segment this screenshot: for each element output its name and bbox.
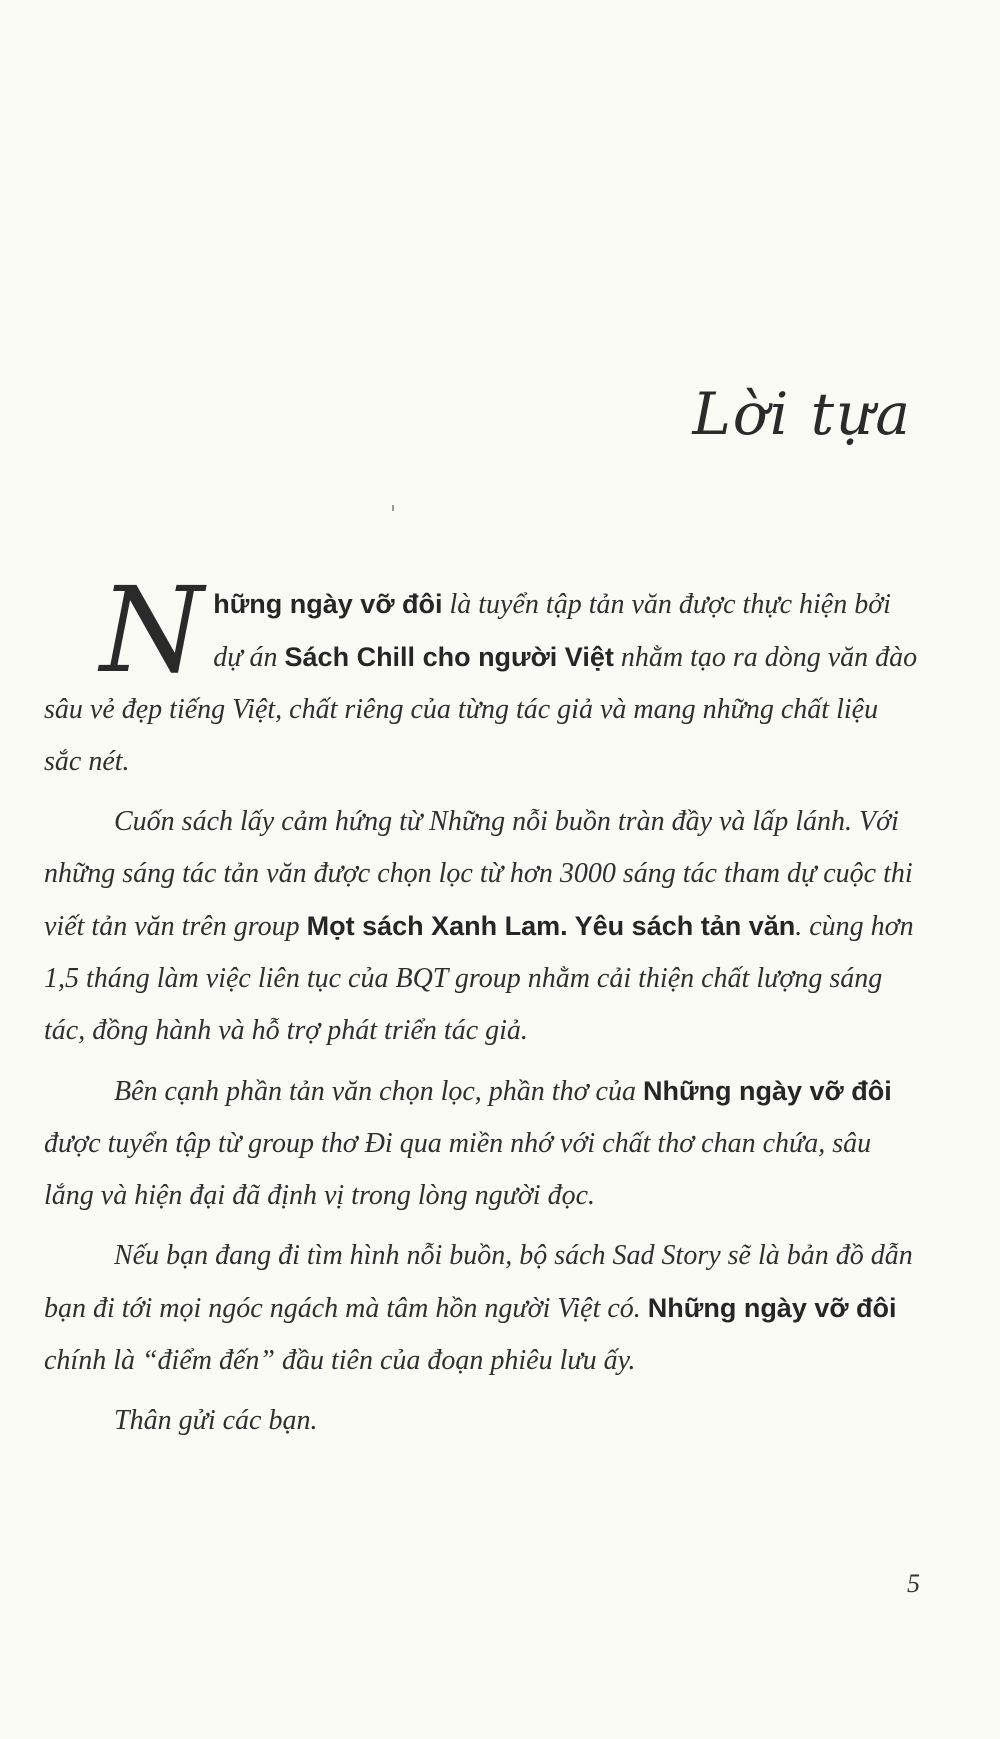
paragraph-4-text-1: Nếu bạn đang đi tìm hình nỗi buồn, bộ sách Sad Story sẽ là bản đồ dẫn bạn đi tới mọi ngóc ngách mà tâm hồn người Việt có.	[44, 1240, 913, 1324]
paragraph-1-text-1: là tuyển tập tản văn được thực hiện bởi dự án	[213, 589, 891, 673]
paragraph-4-text-2: chính là “điểm đến” đầu tiên của đoạn phiêu lưu ấy.	[44, 1345, 636, 1376]
group-name-bold: Mọt sách Xanh Lam. Yêu sách tản văn	[306, 911, 796, 941]
paragraph-4	[44, 1230, 920, 1387]
page-title: Lời tựa	[692, 380, 912, 448]
drop-cap: N	[100, 561, 204, 699]
project-name-bold: Sách Chill cho người Việt	[284, 642, 614, 672]
paragraph-2-text-1: Cuốn sách lấy cảm hứng từ Những nỗi buồn tràn đầy và lấp lánh. Với những sáng tác tản văn được chọn lọc từ hơn 3000 sáng tác tham dự cuộc thi viết tản văn trên group	[44, 806, 913, 942]
print-speck	[392, 505, 394, 511]
preface-body	[44, 561, 920, 1455]
paragraph-2-text-2: . cùng hơn 1,5 tháng làm việc liên tục của BQT group nhằm cải thiện chất lượng sáng tác, đồng hành và hỗ trợ phát triển tác giả.	[44, 911, 914, 1046]
paragraph-1	[44, 561, 920, 788]
book-title-bold-3: Những ngày vỡ đôi	[647, 1293, 897, 1323]
paragraph-5-closing: Thân gửi các bạn.	[114, 1405, 318, 1436]
page-number: 5	[907, 1569, 920, 1598]
book-title-bold-2: Những ngày vỡ đôi	[642, 1076, 892, 1106]
paragraph-1-text-2: nhằm tạo ra dòng văn đào sâu vẻ đẹp tiếng Việt, chất riêng của từng tác giả và mang những chất liệu sắc nét.	[44, 642, 918, 777]
paragraph-3-text-1: Bên cạnh phần tản văn chọn lọc, phần thơ của	[114, 1076, 643, 1107]
paragraph-3	[44, 1065, 920, 1222]
book-title-bold: hững ngày vỡ đôi	[213, 589, 443, 619]
paragraph-3-text-2: được tuyển tập từ group thơ Đi qua miền nhớ với chất thơ chan chứa, sâu lắng và hiện đại đã định vị trong lòng người đọc.	[44, 1128, 872, 1211]
paragraph-2	[44, 796, 920, 1057]
